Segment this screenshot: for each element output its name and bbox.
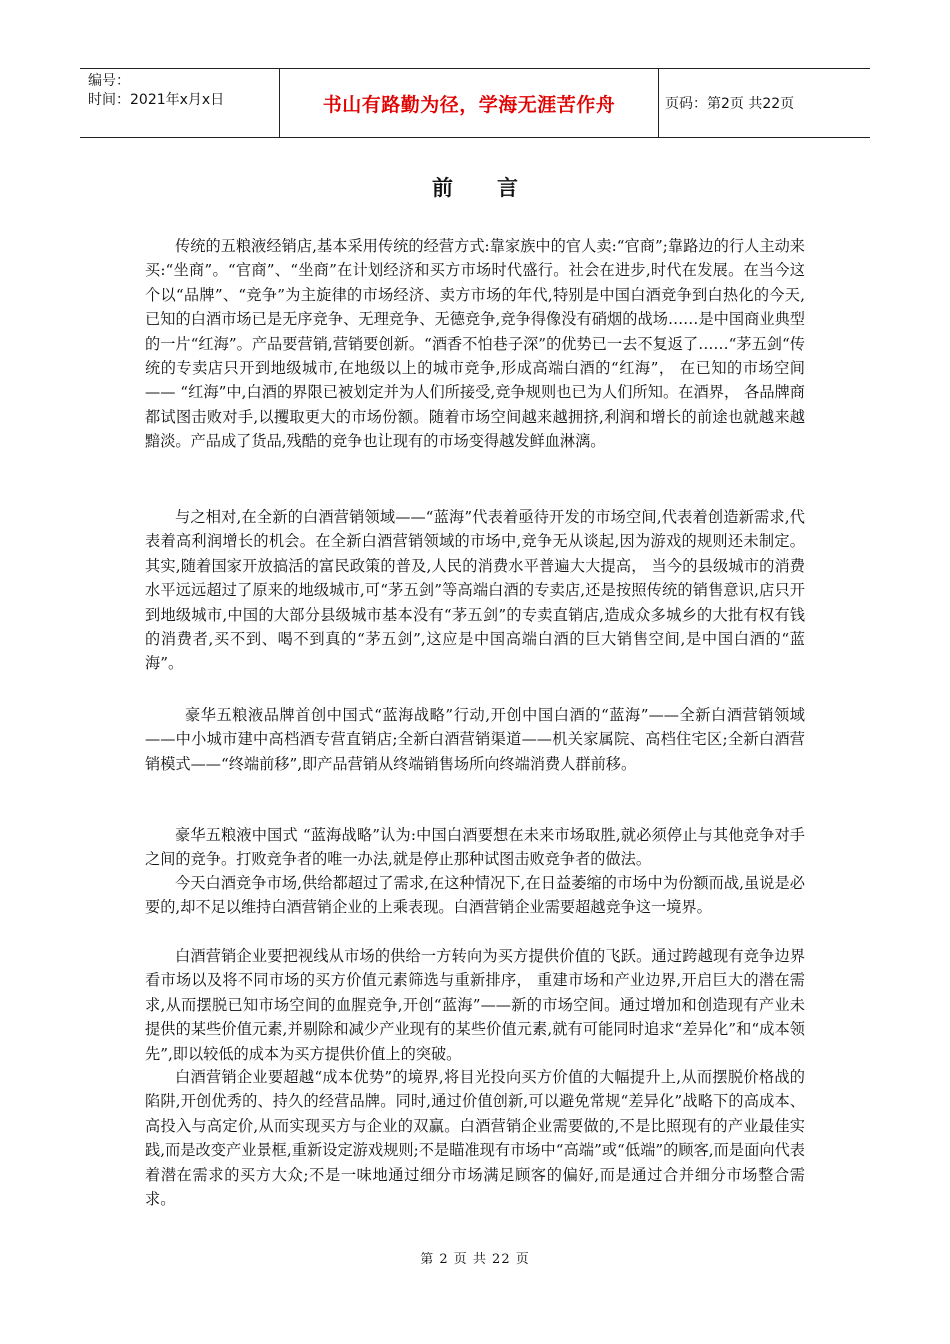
body-paragraph-3: 豪华五粮液品牌首创中国式“蓝海战略”行动,开创中国白酒的“蓝海”——全新白酒营销领域——中小城市建中高档酒专营直销店;全新白酒营销渠道——机关家属院、高档住宅区;全新白酒营销模式——“终端前移”,即产品营销从终端销售场所向终端消费人群前移。 [145,706,805,773]
document-number-label: 编号： [88,73,130,89]
header-motto: 书山有路勤为径，学海无涯苦作舟 [280,69,659,137]
page-title [0,172,950,202]
body-paragraph-2: 与之相对,在全新的白酒营销领域——“蓝海”代表着亟待开发的市场空间,代表着创造新需求,代表着高利润增长的机会。在全新白酒营销领域的市场中,竞争无从谈起,因为游戏的规则还未制定。其实,随着国家开放搞活的富民政策的普及,人民的消费水平普遍大大提高， 当今的县级城市的消费水平远远超过了原来的地级城市,可“茅五剑”等高端白酒的专卖店,还是按照传统的销售意识,店只开到地级城市,中国的大部分县级城市基本没有“茅五剑”的专卖直销店,造成众多城乡的大批有权有钱的消费者,买不到、喝不到真的“茅五剑”,这应是中国高端白酒的巨大销售空间,是中国白酒的“蓝海”。 [145,508,805,673]
body-paragraph-6: 白酒营销企业要把视线从市场的供给一方转向为买方提供价值的飞跃。通过跨越现有竞争边界看市场以及将不同市场的买方价值元素筛选与重新排序， 重建市场和产业边界,开启巨大的潜在需求,从而摆脱已知市场空间的血腥竞争,开创“蓝海”——新的市场空间。通过增加和创造现有产业未提供的某些价值元素,并剔除和减少产业现有的某些价值元素,就有可能同时追求“差异化”和“成本领先”,即以较低的成本为买方提供价值上的突破。 [145,947,805,1063]
page-title-text: 前言 [432,176,562,200]
body-paragraph-4: 豪华五粮液中国式 “蓝海战略”认为:中国白酒要想在未来市场取胜,就必须停止与其他竞争对手之间的竞争。打败竞争者的唯一办法,就是停止那种试图击败竞争者的做法。 [145,826,805,869]
body-paragraph-7: 白酒营销企业要超越“成本优势”的境界,将目光投向买方价值的大幅提升上,从而摆脱价格战的陷阱,开创优秀的、持久的经营品牌。同时,通过价值创新,可以避免常规“差异化”战略下的高成本、高投入与高定价,从而实现买方与企业的双赢。白酒营销企业需要做的,不是比照现有的产业最佳实践,而是改变产业景框,重新设定游戏规则;不是瞄准现有市场中“高端”或“低端”的顾客,而是面向代表着潜在需求的买方大众;不是一味地通过细分市场满足顾客的偏好,而是通过合并细分市场整合需求。 [145,1068,805,1209]
body-paragraph-5: 今天白酒竞争市场,供给都超过了需求,在这种情况下,在日益萎缩的市场中为份额而战,虽说是必要的,却不足以维持白酒营销企业的上乘表现。白酒营销企业需要超越竞争这一境界。 [145,874,805,917]
header-meta [80,69,280,137]
page-header [80,68,870,138]
page-footer: 第 2 页 共 22 页 [420,1252,530,1267]
document-date: 时间：2021年x月x日 [88,92,225,108]
body-paragraph-1: 传统的五粮液经销店,基本采用传统的经营方式:靠家族中的官人卖:“官商”;靠路边的行人主动来买:“坐商”。“官商”、“坐商”在计划经济和买方市场时代盛行。社会在进步,时代在发展。在当今这个以“品牌”、“竞争”为主旋律的市场经济、卖方市场的年代,特别是中国白酒竞争到白热化的今天,已知的白酒市场已是无序竞争、无理竞争、无德竞争,竞争得像没有硝烟的战场……是中国商业典型的一片“红海”。产品要营销,营销要创新。“酒香不怕巷子深”的优势已一去不复返了……“茅五剑“传统的专卖店只开到地级城市,在地级以上的城市竞争,形成高端白酒的“红海”， 在已知的市场空间—— “红海”中,白酒的界限已被划定并为人们所接受,竞争规则也已为人们所知。在酒界， 各品牌商都试图击败对手,以攫取更大的市场份额。随着市场空间越来越拥挤,利润和增长的前途也就越来越黯淡。产品成了货品,残酷的竞争也让现有的市场变得越发鲜血淋漓。 [145,237,805,451]
header-page-info: 页码：第2页 共22页 [665,96,795,112]
